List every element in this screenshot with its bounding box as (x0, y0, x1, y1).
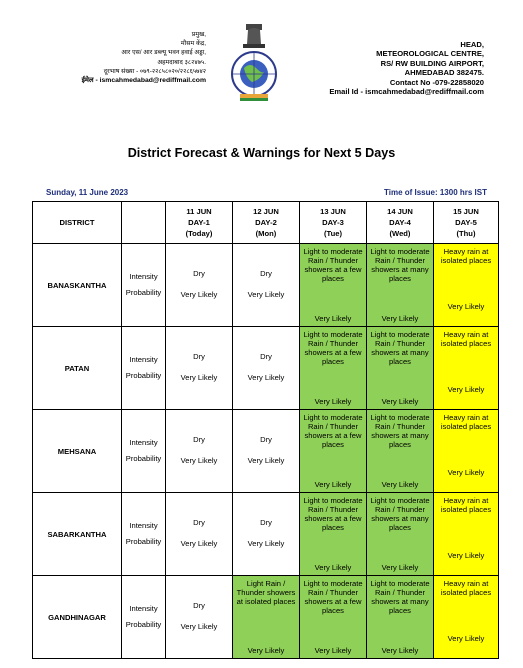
parameter-labels (122, 327, 166, 410)
probability-text: Very Likely (247, 456, 285, 465)
day-header (300, 202, 367, 244)
intensity-text: Light Rain / Thunder showers at isolated places (236, 579, 296, 606)
address-line: RS/ RW BUILDING AIRPORT, (380, 58, 484, 68)
day-date: 15 JUN (453, 207, 479, 216)
forecast-cell (300, 244, 367, 327)
probability-text: Very Likely (180, 539, 218, 548)
address-line: METEOROLOGICAL CENTRE, (376, 49, 484, 59)
probability-text: Very Likely (247, 646, 285, 655)
day-header (233, 202, 300, 244)
forecast-cell (367, 327, 434, 410)
probability-text: Very Likely (447, 634, 485, 643)
intensity-text: Light to moderate Rain / Thunder showers at many places (370, 413, 430, 449)
day-name: (Tue) (324, 229, 342, 238)
intensity-text: Light to moderate Rain / Thunder showers at a few places (303, 579, 363, 615)
probability-text: Very Likely (247, 539, 285, 548)
parameter-labels (122, 410, 166, 493)
intensity-text: Heavy rain at isolated places (440, 247, 492, 265)
intensity-label: Intensity (129, 521, 158, 530)
day-date: 11 JUN (186, 207, 212, 216)
intensity-text: Light to moderate Rain / Thunder showers at many places (370, 330, 430, 366)
intensity-text: Light to moderate Rain / Thunder showers at many places (370, 579, 430, 615)
forecast-cell (367, 493, 434, 576)
office-address-english (290, 40, 484, 96)
forecast-table (32, 201, 499, 659)
day-header (434, 202, 499, 244)
day-name: (Thu) (456, 229, 476, 238)
parameter-labels (122, 493, 166, 576)
office-address-hindi (36, 30, 206, 85)
day-name: (Today) (185, 229, 213, 238)
address-line: आर एस/ आर डब्ल्यू भवन हवाई अड्डा, (121, 49, 206, 57)
forecast-cell (300, 327, 367, 410)
intensity-text: Dry (193, 435, 205, 444)
probability-text: Very Likely (314, 646, 352, 655)
table-row (33, 410, 499, 493)
address-line: HEAD, (460, 40, 484, 49)
probability-text: Very Likely (314, 563, 352, 572)
probability-label: Probability (125, 371, 162, 380)
forecast-cell (434, 493, 499, 576)
table-row (33, 327, 499, 410)
intensity-text: Light to moderate Rain / Thunder showers at many places (370, 496, 430, 532)
day-name: (Mon) (255, 229, 277, 238)
probability-text: Very Likely (447, 302, 485, 311)
probability-text: Very Likely (447, 551, 485, 560)
district-name: GANDHINAGAR (33, 576, 122, 659)
document-title: District Forecast & Warnings for Next 5 Days (127, 146, 396, 160)
day-number: DAY-1 (188, 218, 210, 227)
table-row (33, 576, 499, 659)
imd-emblem-icon (224, 22, 284, 104)
probability-text: Very Likely (381, 314, 419, 323)
intensity-text: Heavy rain at isolated places (440, 579, 492, 597)
probability-label: Probability (125, 620, 162, 629)
probability-text: Very Likely (314, 314, 352, 323)
probability-text: Very Likely (381, 397, 419, 406)
address-line: अहमदाबाद ३८२४७५. (157, 58, 206, 66)
forecast-cell (434, 576, 499, 659)
forecast-cell (300, 410, 367, 493)
day-number: DAY-3 (322, 218, 344, 227)
table-row (33, 244, 499, 327)
address-line: AHMEDABAD 382475. (404, 68, 484, 78)
address-line: दूरभाष संख्या - ०७९-२२८५८०२०/२२८६५७४२ (103, 67, 206, 75)
district-name: BANASKANTHA (33, 244, 122, 327)
district-name: PATAN (33, 327, 122, 410)
probability-text: Very Likely (381, 480, 419, 489)
forecast-cell (166, 576, 233, 659)
table-header-row (33, 202, 499, 244)
intensity-label: Intensity (129, 272, 158, 281)
intensity-text: Dry (260, 435, 272, 444)
forecast-cell (166, 493, 233, 576)
district-name: SABARKANTHA (33, 493, 122, 576)
email-hindi: ईमेल - ismcahmedabad@rediffmail.com (81, 77, 206, 85)
probability-text: Very Likely (180, 456, 218, 465)
intensity-text: Dry (260, 518, 272, 527)
forecast-cell (166, 244, 233, 327)
intensity-text: Light to moderate Rain / Thunder showers at a few places (303, 413, 363, 449)
day-date: 14 JUN (387, 207, 413, 216)
day-name: (Wed) (389, 229, 411, 238)
forecast-cell (434, 327, 499, 410)
probability-text: Very Likely (180, 290, 218, 299)
intensity-text: Dry (260, 352, 272, 361)
intensity-text: Light to moderate Rain / Thunder showers at a few places (303, 496, 363, 532)
day-date: 12 JUN (253, 207, 279, 216)
probability-label: Probability (125, 537, 162, 546)
issue-date: Sunday, 11 June 2023 (46, 188, 129, 197)
probability-text: Very Likely (447, 468, 485, 477)
forecast-cell (367, 576, 434, 659)
forecast-cell (233, 576, 300, 659)
parameter-labels (122, 244, 166, 327)
forecast-cell (300, 493, 367, 576)
contact-line: Contact No -079-22858020 (389, 77, 484, 87)
probability-text: Very Likely (381, 646, 419, 655)
probability-text: Very Likely (180, 373, 218, 382)
intensity-text: Dry (260, 269, 272, 278)
address-line: मौसम केंद्र, (180, 40, 206, 48)
district-name: MEHSANA (33, 410, 122, 493)
intensity-text: Light to moderate Rain / Thunder showers at a few places (303, 247, 363, 283)
district-column-header: DISTRICT (33, 202, 122, 244)
parameter-column-header (122, 202, 166, 244)
intensity-label: Intensity (129, 355, 158, 364)
forecast-cell (166, 327, 233, 410)
probability-text: Very Likely (247, 373, 285, 382)
probability-text: Very Likely (381, 563, 419, 572)
forecast-cell (300, 576, 367, 659)
day-number: DAY-5 (455, 218, 477, 227)
probability-text: Very Likely (180, 622, 218, 631)
intensity-text: Dry (193, 518, 205, 527)
probability-label: Probability (125, 288, 162, 297)
forecast-cell (434, 410, 499, 493)
forecast-cell (166, 410, 233, 493)
probability-label: Probability (125, 454, 162, 463)
table-row (33, 493, 499, 576)
probability-text: Very Likely (447, 385, 485, 394)
probability-text: Very Likely (247, 290, 285, 299)
forecast-cell (233, 493, 300, 576)
intensity-text: Dry (193, 352, 205, 361)
forecast-cell (367, 410, 434, 493)
forecast-cell (233, 244, 300, 327)
probability-text: Very Likely (314, 397, 352, 406)
address-line: प्रमुख, (191, 31, 206, 38)
issue-time: Time of Issue: 1300 hrs IST (383, 188, 487, 197)
day-date: 13 JUN (320, 207, 346, 216)
forecast-cell (434, 244, 499, 327)
forecast-cell (233, 327, 300, 410)
parameter-labels (122, 576, 166, 659)
intensity-text: Heavy rain at isolated places (440, 413, 492, 431)
forecast-cell (233, 410, 300, 493)
day-number: DAY-4 (389, 218, 411, 227)
intensity-text: Dry (193, 269, 205, 278)
intensity-label: Intensity (129, 604, 158, 613)
day-header (166, 202, 233, 244)
forecast-cell (367, 244, 434, 327)
probability-text: Very Likely (314, 480, 352, 489)
intensity-text: Light to moderate Rain / Thunder showers at many places (370, 247, 430, 283)
intensity-label: Intensity (129, 438, 158, 447)
day-number: DAY-2 (255, 218, 277, 227)
intensity-text: Light to moderate Rain / Thunder showers at a few places (303, 330, 363, 366)
day-header (367, 202, 434, 244)
intensity-text: Heavy rain at isolated places (440, 330, 492, 348)
intensity-text: Heavy rain at isolated places (440, 496, 492, 514)
email-line: Email Id - ismcahmedabad@rediffmail.com (329, 87, 484, 97)
intensity-text: Dry (193, 601, 205, 610)
